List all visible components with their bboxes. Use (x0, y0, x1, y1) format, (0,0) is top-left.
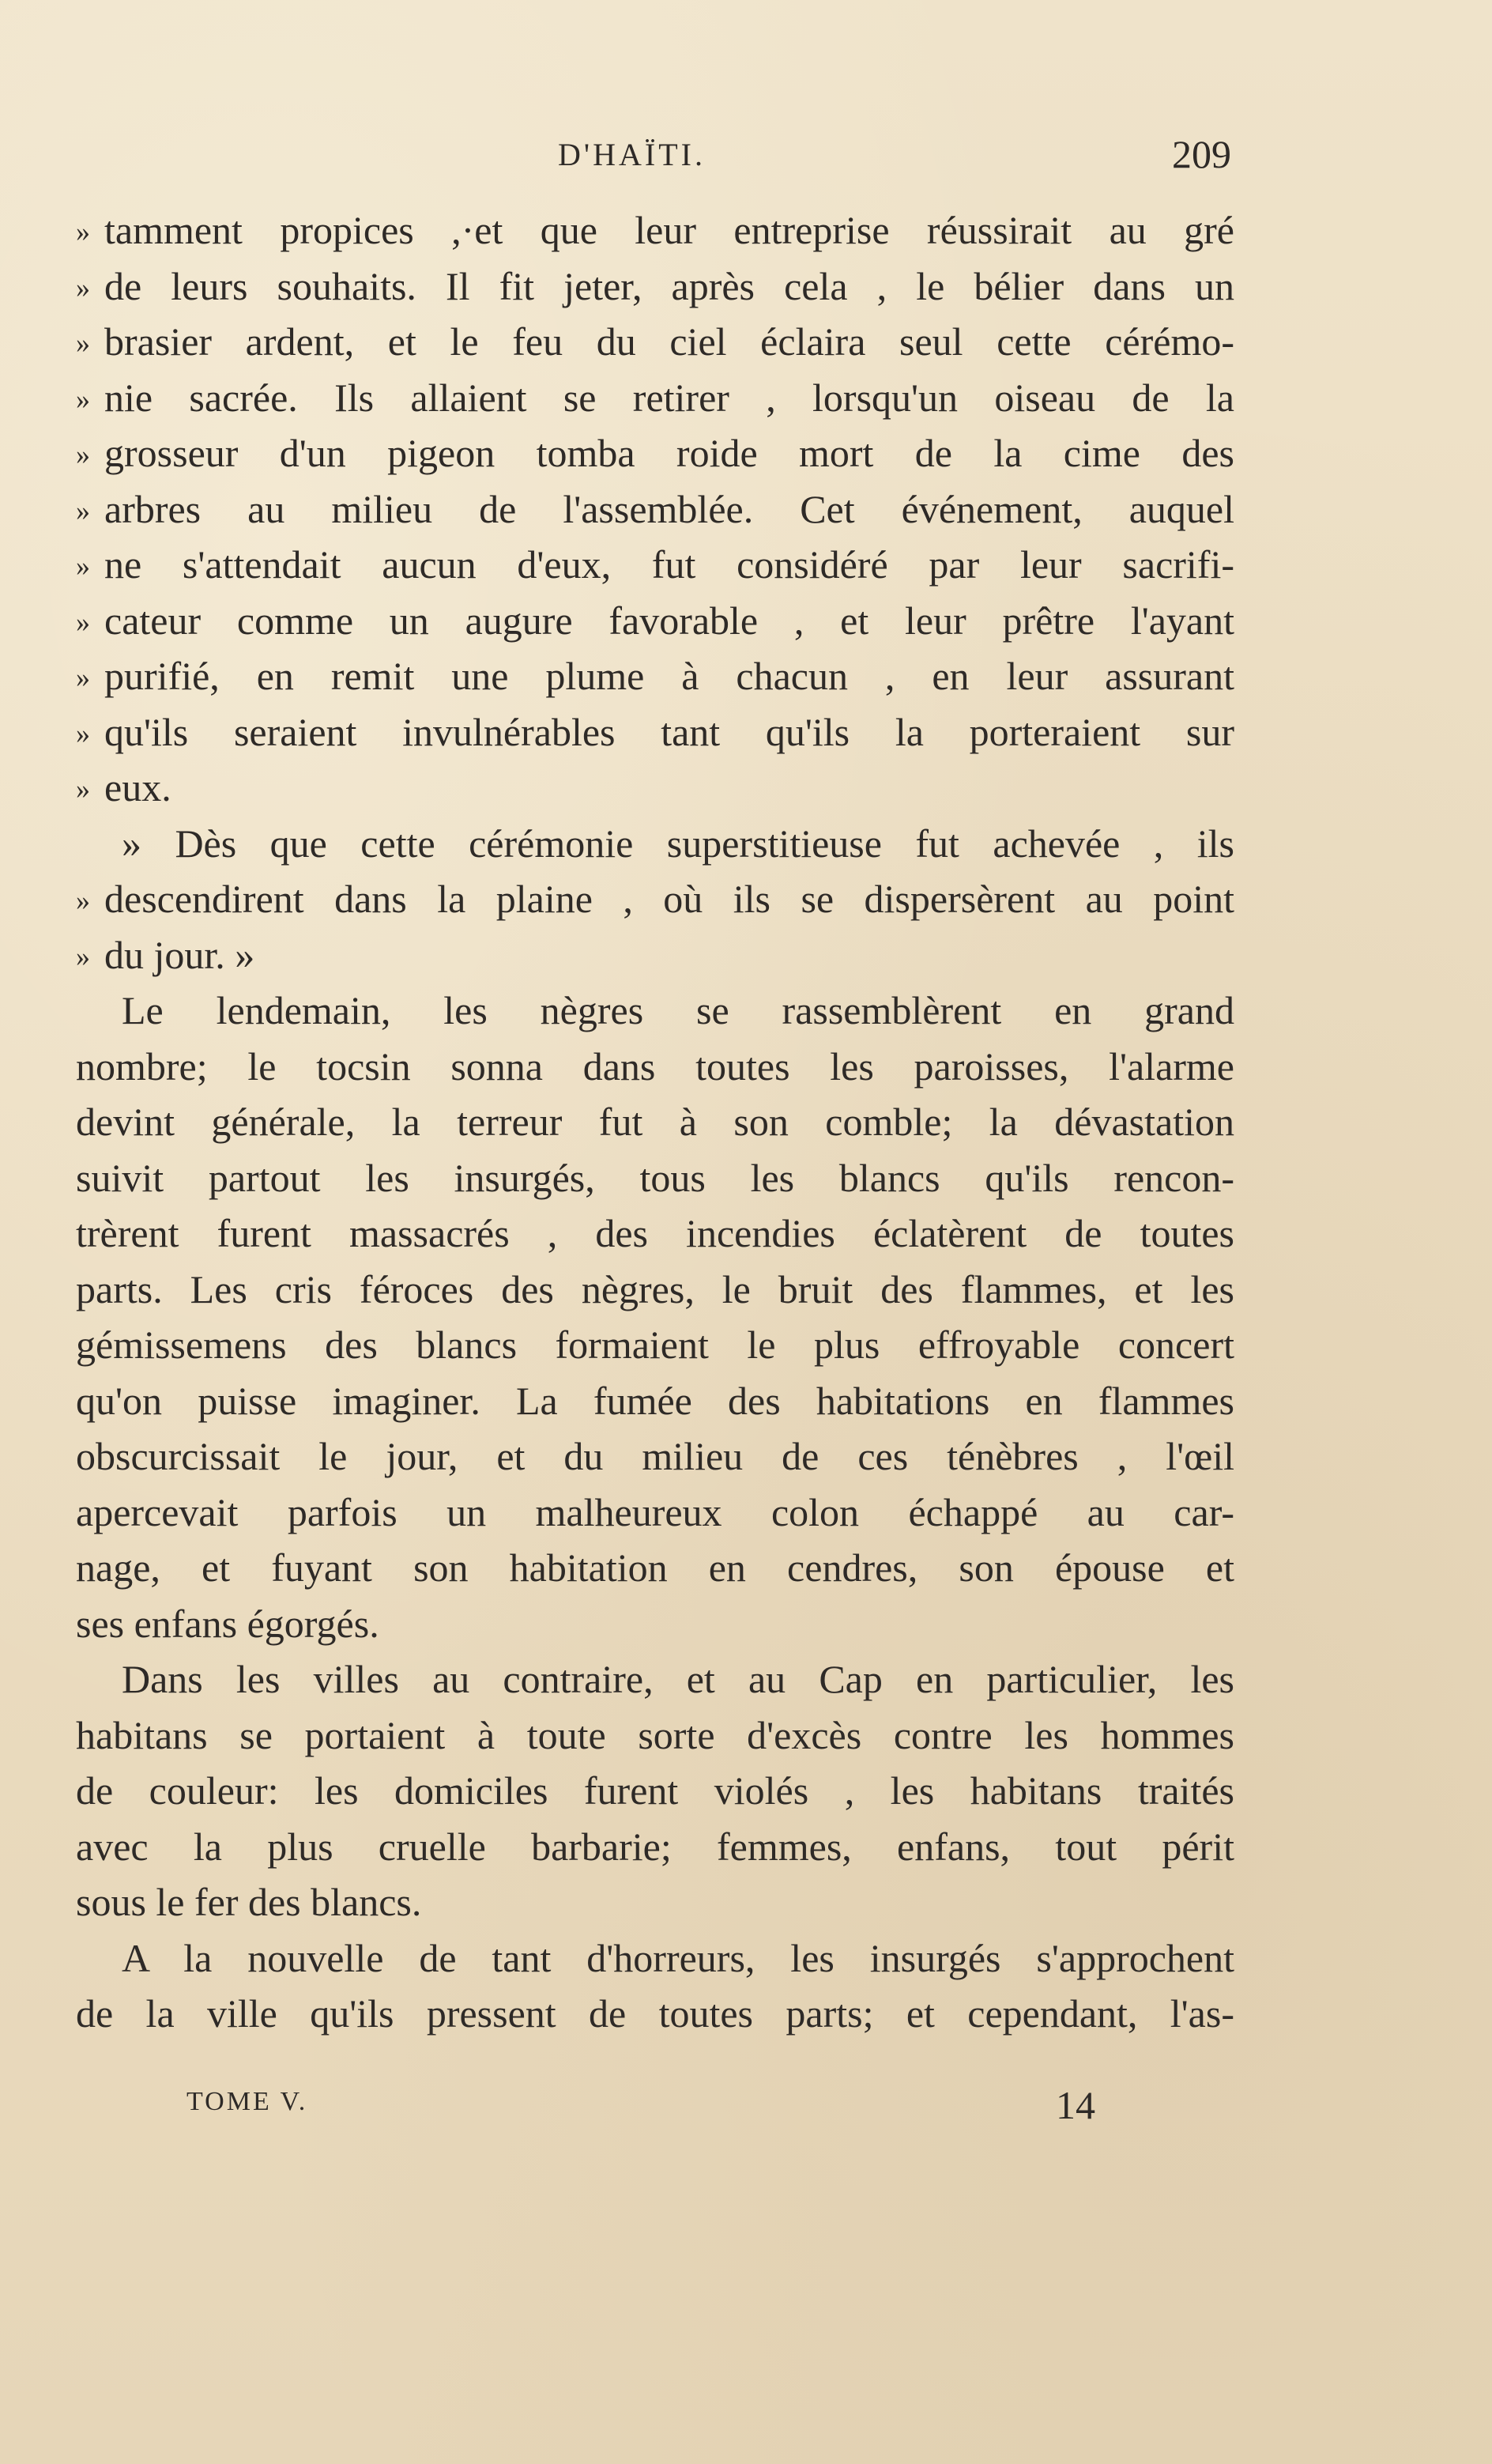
text-line (76, 258, 1234, 315)
text-line (76, 648, 1234, 704)
paragraph (76, 983, 1234, 1651)
text-line: devint générale, la terreur fut à son comble; la dévastation (76, 1100, 1234, 1144)
line-text: de leurs souhaits. Il fit jeter, après cela , le bélier dans un (104, 263, 1234, 308)
guillemet: » (76, 439, 90, 470)
text-line: habitans se portaient à toute sorte d'excès contre les hommes (76, 1712, 1234, 1757)
text-line: Dans les villes au contraire, et au Cap en particulier, les (122, 1657, 1234, 1701)
running-head (76, 132, 1234, 183)
text-line (76, 760, 1234, 816)
paragraph (76, 1930, 1234, 2042)
line-text: du jour. » (104, 932, 255, 977)
text-line: nombre; le tocsin sonna dans toutes les paroisses, l'alarme (76, 1043, 1234, 1089)
text-line: de la ville qu'ils pressent de toutes parts; et cependant, l'as- (76, 1991, 1234, 2036)
page-footer (76, 2083, 1234, 2142)
guillemet: » (76, 383, 90, 415)
text-line: qu'on puisse imaginer. La fumée des habitations en flammes (76, 1378, 1234, 1423)
text-line: avec la plus cruelle barbarie; femmes, enfans, tout périt (76, 1824, 1234, 1869)
paragraph (76, 1651, 1234, 1930)
line-text: qu'ils seraient invulnérables tant qu'ils la porteraient sur (104, 709, 1234, 754)
text-line: gémissemens des blancs formaient le plus effroyable concert (76, 1323, 1234, 1367)
guillemet: » (76, 494, 90, 526)
text-line (76, 314, 1234, 370)
text-line: suivit partout les insurgés, tous les blancs qu'ils rencon- (76, 1155, 1234, 1200)
text-line: » Dès que cette cérémonie superstitieuse fut achevée , ils (122, 821, 1234, 866)
signature-mark: TOME V. (186, 2087, 308, 2116)
text-line: ses enfans égorgés. (76, 1601, 379, 1646)
text-line (76, 425, 1234, 481)
text-line (76, 481, 1234, 538)
line-text: grosseur d'un pigeon tomba roide mort de la cime des (104, 431, 1234, 475)
text-line: sous le fer des blancs. (76, 1880, 422, 1924)
line-text: brasier ardent, et le feu du ciel éclaira seul cette cérémo- (104, 319, 1234, 364)
text-line: obscurcissait le jour, et du milieu de ces ténèbres , l'œil (76, 1434, 1234, 1478)
quoted-paragraph-end (76, 816, 1234, 983)
text-line: A la nouvelle de tant d'horreurs, les insurgés s'approchent (122, 1935, 1234, 1980)
text-line: nage, et fuyant son habitation en cendres, son épouse et (76, 1545, 1234, 1590)
guillemet: » (76, 327, 90, 359)
guillemet: » (76, 940, 90, 972)
line-text: ne s'attendait aucun d'eux, fut considéré par leur sacrifi- (104, 542, 1234, 587)
quoted-paragraph (76, 202, 1234, 816)
line-text: purifié, en remit une plume à chacun , en leur assurant (104, 654, 1234, 698)
line-text: arbres au milieu de l'assemblée. Cet événement, auquel (104, 486, 1234, 531)
text-line (76, 537, 1234, 593)
guillemet: » (76, 606, 90, 638)
text-line (76, 704, 1234, 760)
text-line: parts. Les cris féroces des nègres, le bruit des flammes, et les (76, 1266, 1234, 1311)
text-line (76, 202, 1234, 258)
guillemet: » (76, 216, 90, 247)
text-line: de couleur: les domiciles furent violés , les habitans traités (76, 1768, 1234, 1813)
line-text: descendirent dans la plaine , où ils se dispersèrent au point (104, 877, 1234, 921)
guillemet: » (76, 773, 90, 805)
line-text: eux. (104, 765, 171, 809)
guillemet: » (76, 662, 90, 693)
running-title: D'HAÏTI. (558, 137, 706, 172)
guillemet: » (76, 717, 90, 749)
page-number: 209 (1172, 132, 1231, 176)
guillemet: » (76, 885, 90, 916)
text-line (76, 593, 1234, 649)
line-text: tamment propices ,·et que leur entreprise réussirait au gré (104, 208, 1234, 252)
body-text (76, 202, 1234, 2042)
text-line: Le lendemain, les nègres se rassemblèrent en grand (122, 988, 1234, 1032)
gathering-number: 14 (1056, 2083, 1095, 2127)
text-line (76, 927, 1234, 983)
text-line (76, 871, 1234, 927)
line-text: cateur comme un augure favorable , et leur prêtre l'ayant (104, 598, 1234, 643)
guillemet: » (76, 550, 90, 582)
text-line: trèrent furent massacrés , des incendies éclatèrent de toutes (76, 1211, 1234, 1255)
text-line: apercevait parfois un malheureux colon échappé au car- (76, 1489, 1234, 1534)
line-text: nie sacrée. Ils allaient se retirer , lorsqu'un oiseau de la (104, 375, 1234, 420)
text-line (76, 370, 1234, 426)
guillemet: » (76, 271, 90, 304)
